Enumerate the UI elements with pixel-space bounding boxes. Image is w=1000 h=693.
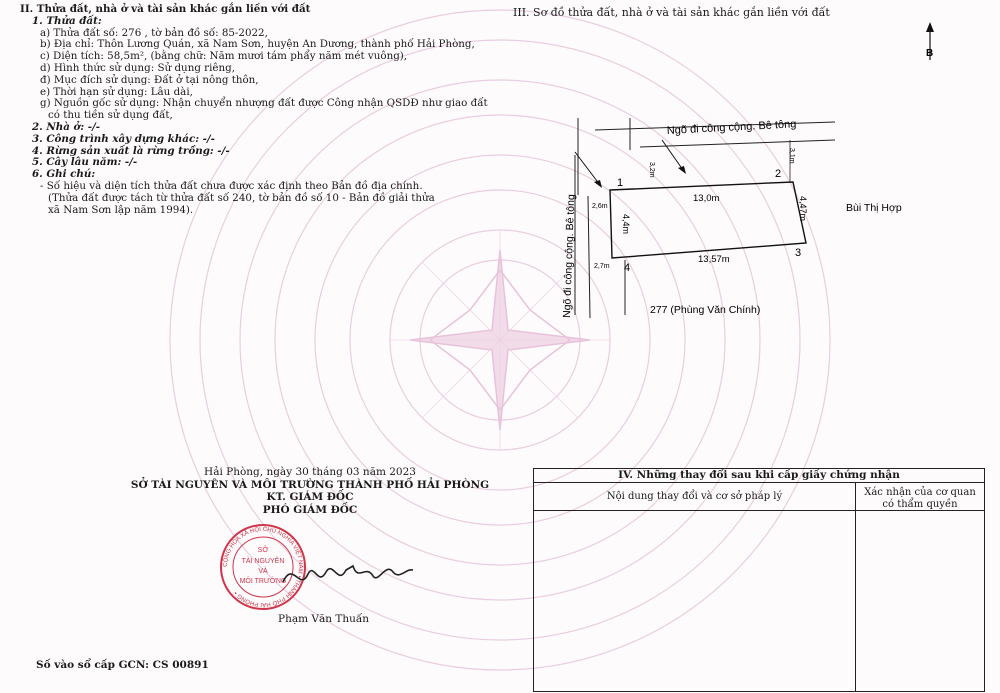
point-2-label: 2: [775, 168, 782, 180]
road-top-line-lower: [640, 140, 835, 147]
usage-form: d) Hình thức sử dụng: Sử dụng riêng,: [40, 61, 235, 74]
usage-term: e) Thời hạn sử dụng: Lâu dài,: [40, 85, 193, 98]
parcel-number: a) Thửa đất số: 276 , tờ bản đồ số: 85-2022,: [40, 26, 268, 39]
point-4-label: 4: [624, 262, 631, 274]
kt-title: KT. GIÁM ĐỐC: [266, 491, 354, 503]
road-left-line-d: [588, 196, 590, 318]
leader-arrow-1: [575, 152, 600, 185]
leader-arrow-2: [662, 140, 683, 170]
parcel-address: b) Địa chỉ: Thôn Lương Quán, xã Nam Sơn, huyện An Dương, thành phố Hải Phòng,: [40, 38, 475, 51]
neighbor-right-label: Bùi Thị Hợp: [846, 202, 902, 214]
changes-col-content-header: Nội dung thay đổi và cơ sở pháp lý: [534, 483, 855, 511]
issuing-org: SỞ TÀI NGUYÊN VÀ MÔI TRƯỜNG THÀNH PHỐ HẢI PHÒNG: [130, 478, 490, 491]
svg-text:VÀ: VÀ: [258, 568, 268, 575]
dim-bottom: 13,57m: [698, 254, 730, 265]
dim-left: 4,4m: [621, 214, 631, 235]
parcel-heading: 1. Thửa đất:: [32, 14, 102, 27]
changes-table-title: IV. Những thay đổi sau khi cấp giấy chứng nhận: [534, 469, 984, 483]
svg-text:MÔI TRƯỜNG: MÔI TRƯỜNG: [239, 578, 287, 585]
point-1-label: 1: [617, 177, 624, 189]
notes-heading: 6. Ghi chú:: [32, 168, 96, 181]
road-left-label: Ngõ đi công cộng. Bê tông: [561, 193, 578, 319]
changes-col-content: [534, 483, 856, 691]
parcel-area: c) Diện tích: 58,5m², (bằng chữ: Năm mươi tám phẩy năm mét vuông),: [40, 50, 408, 63]
note-line-1: - Số hiệu và diện tích thửa đất chưa được xác định theo Bản đồ địa chính.: [40, 179, 423, 192]
confirm-header-line-2: có thẩm quyền: [882, 499, 958, 510]
note-line-3: xã Nam Sơn lập năm 1994).: [48, 203, 194, 216]
changes-col-confirm: [856, 483, 984, 691]
issue-date: Hải Phòng, ngày 30 tháng 03 năm 2023: [204, 466, 416, 478]
dim-top: 13,0m: [693, 193, 720, 204]
forest-item: 4. Rừng sản xuất là rừng trồng: -/-: [32, 144, 230, 157]
perennial-tree-item: 5. Cây lâu năm: -/-: [32, 156, 138, 169]
road-top-label: Ngõ đi công cộng. Bê tông: [666, 118, 797, 137]
usage-purpose: đ) Mục đích sử dụng: Đất ở tại nông thôn,: [40, 73, 259, 86]
usage-origin: g) Nguồn gốc sử dụng: Nhận chuyển nhượng đất được Công nhận QSDĐ như giao đất: [40, 97, 488, 110]
usage-origin-cont: có thu tiền sử dụng đất,: [48, 109, 173, 122]
note-line-2: (Thửa đất được tách từ thửa đất số 240, tờ bản đồ số 10 - Bản đồ giải thửa: [48, 191, 435, 204]
svg-text:TÀI NGUYÊN: TÀI NGUYÊN: [241, 558, 285, 565]
registry-number: Số vào sổ cấp GCN: CS 00891: [36, 659, 209, 671]
dim-up-right: 3,1m: [788, 148, 795, 164]
svg-text:CỘNG HÒA XÃ HỘI CHỦ NGHĨA VIỆT: CỘNG HÒA XÃ HỘI CHỦ NGHĨA VIỆT NAM • THÀNH PHỐ HẢI PHÒNG •: [222, 526, 304, 608]
changes-col-confirm-header: [856, 483, 984, 511]
neighbor-bottom-label: 277 (Phùng Văn Chính): [650, 304, 761, 316]
section-ii-title: II. Thửa đất, nhà ở và tài sản khác gắn liền với đất: [20, 3, 311, 15]
house-item: 2. Nhà ở: -/-: [32, 120, 101, 133]
dim-up-left: 3,2m: [648, 162, 655, 178]
signer-name: Phạm Văn Thuấn: [278, 613, 370, 625]
north-label: B: [926, 48, 934, 59]
point-3-label: 3: [795, 247, 802, 259]
dim-bottom-left: 2,7m: [594, 263, 610, 270]
deputy-director-title: PHÓ GIÁM ĐỐC: [262, 503, 358, 516]
signature-block: [130, 466, 490, 516]
changes-table: [533, 468, 985, 692]
svg-text:SỞ: SỞ: [257, 547, 269, 554]
handwritten-signature: [278, 552, 418, 597]
dim-right: 4,47m: [798, 196, 808, 222]
section-iii-title: III. Sơ đồ thửa đất, nhà ở và tài sản khác gắn liền với đất: [513, 6, 830, 19]
confirm-header-line-1: Xác nhận của cơ quan: [864, 487, 976, 498]
dim-top-left: 2,6m: [592, 203, 608, 210]
other-construction-item: 3. Công trình xây dựng khác: -/-: [32, 132, 215, 145]
